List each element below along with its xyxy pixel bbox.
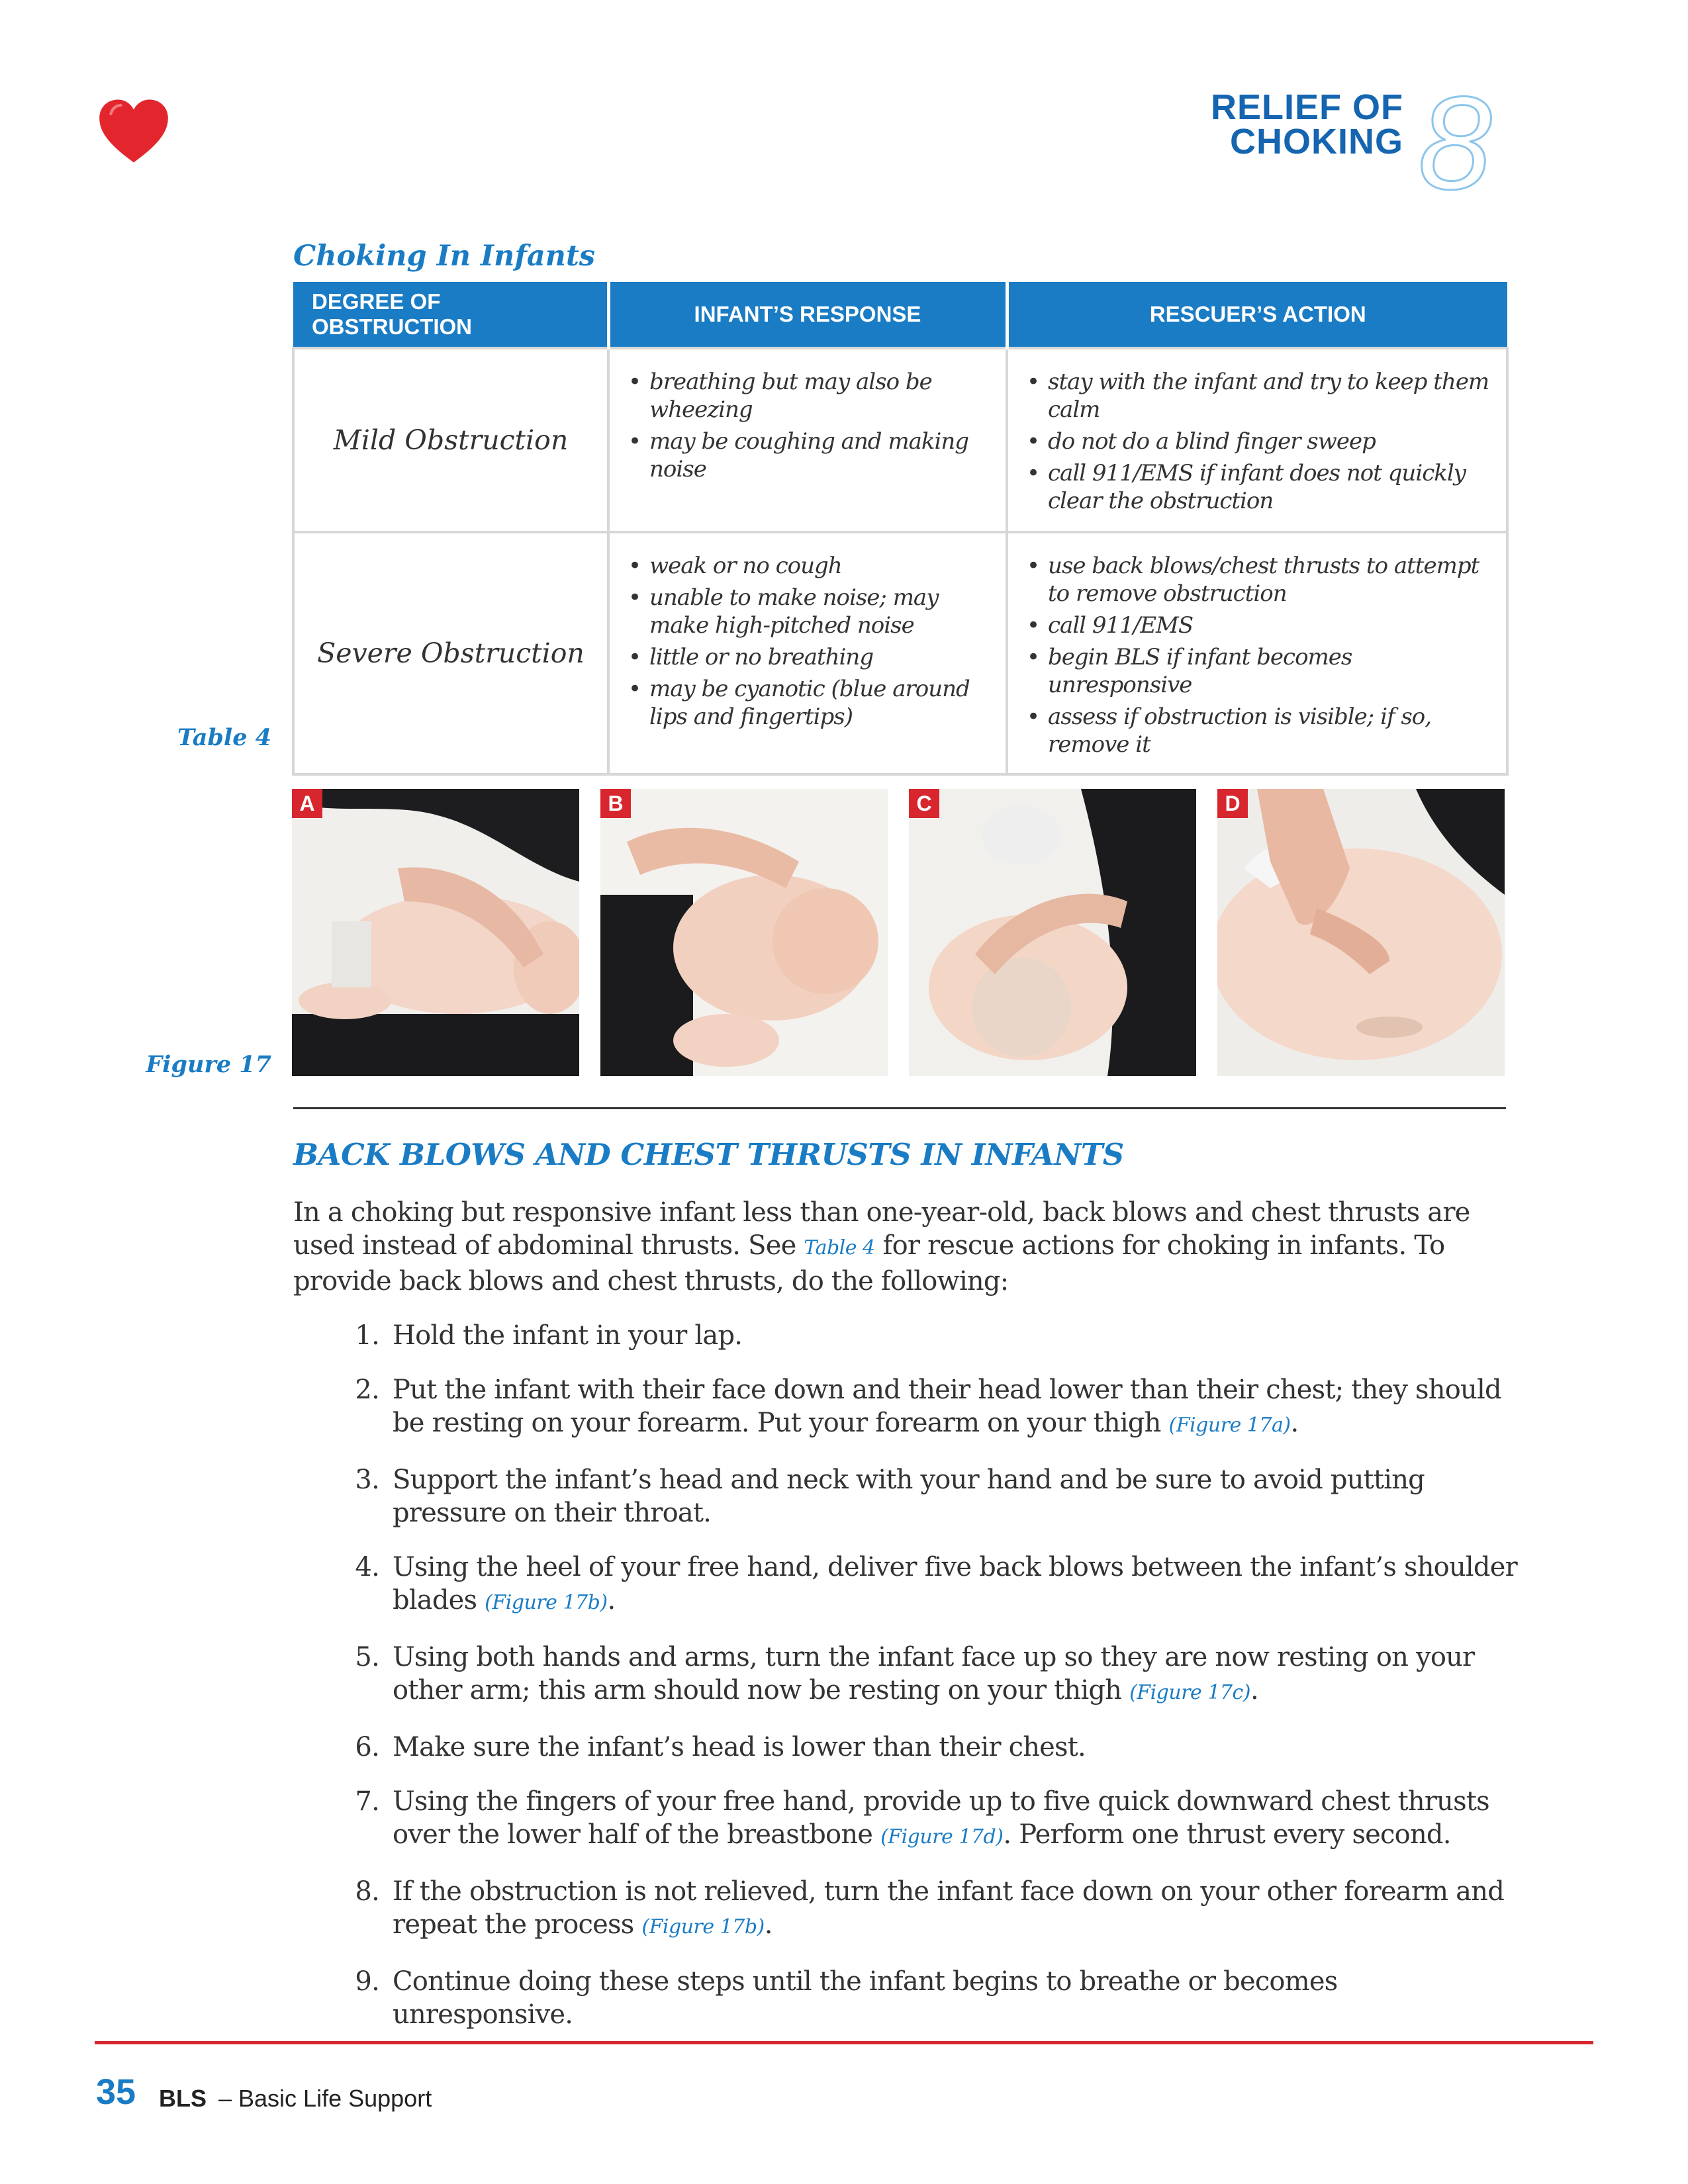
step-text: . Perform one thrust every second. — [1003, 1819, 1451, 1850]
step-number: 8. — [355, 1876, 379, 1907]
step-text: Support the infant’s head and neck with your hand and be sure to avoid putting pressure on their throat. — [393, 1465, 1425, 1528]
table-row-severe — [293, 532, 1507, 774]
section-divider — [293, 1107, 1506, 1109]
figure-panel-label: D — [1217, 789, 1248, 818]
chapter-title-line1: RELIEF OF — [1211, 87, 1403, 127]
step-number: 9. — [355, 1966, 379, 1997]
response-cell — [608, 532, 1007, 774]
step-text: . — [607, 1585, 616, 1615]
turn-infant-illustration — [909, 789, 1196, 1076]
step-item — [293, 1875, 1518, 1944]
step-number: 3. — [355, 1465, 379, 1495]
step-text: . — [764, 1909, 773, 1940]
figure-panel-label: B — [600, 789, 631, 818]
choking-infants-table — [292, 282, 1509, 776]
action-item: • call 911/EMS — [1027, 612, 1497, 639]
step-number: 5. — [355, 1642, 379, 1672]
step-item — [293, 1965, 1518, 2031]
action-item: • call 911/EMS if infant does not quickly clear the obstruction — [1027, 459, 1497, 515]
figure-17d-photo — [1217, 789, 1505, 1076]
header-response: INFANT’S RESPONSE — [608, 282, 1007, 348]
figure-panel-label: A — [292, 789, 322, 818]
step-number: 1. — [355, 1320, 379, 1351]
response-item: • may be cyanotic (blue around lips and fingertips) — [628, 675, 996, 731]
chest-thrusts-illustration — [1217, 789, 1505, 1076]
figure-label: Figure 17 — [146, 1051, 271, 1078]
degree-cell: Mild Obstruction — [293, 348, 608, 532]
action-item: • use back blows/chest thrusts to attempt to remove obstruction — [1027, 552, 1497, 608]
chapter-title — [1211, 87, 1403, 161]
header-action: RESCUER’S ACTION — [1007, 282, 1507, 348]
step-item — [293, 1641, 1518, 1709]
table-header-row — [293, 282, 1507, 348]
step-text: . — [1250, 1675, 1258, 1706]
table-reference-link[interactable]: Table 4 — [804, 1236, 875, 1259]
figure-reference-link[interactable]: (Figure 17b) — [641, 1915, 765, 1938]
step-item — [293, 1319, 1518, 1352]
figure-reference-link[interactable]: (Figure 17a) — [1168, 1414, 1291, 1437]
intro-text: In a choking but responsive infant less than one-year-old, back blows and chest thrusts are used instead of abdominal thrusts. See — [293, 1197, 1470, 1261]
step-number: 4. — [355, 1552, 379, 1582]
step-item — [293, 1731, 1518, 1764]
response-item: • unable to make noise; may make high-pitched noise — [628, 584, 996, 639]
figure-17a-photo — [292, 789, 579, 1076]
step-item — [293, 1463, 1518, 1529]
step-text: Put the infant with their face down and their head lower than their chest; they should be resting on your forearm. Put your forearm on your thigh — [393, 1375, 1501, 1438]
page-number: 35 — [96, 2072, 136, 2112]
step-number: 6. — [355, 1732, 379, 1762]
step-text: Using the fingers of your free hand, provide up to five quick downward chest thrusts over the lower half of the breastbone — [393, 1786, 1489, 1850]
intro-paragraph — [293, 1196, 1518, 1298]
chapter-number — [1402, 76, 1508, 208]
table-label: Table 4 — [177, 724, 271, 751]
step-text: Using both hands and arms, turn the infant face up so they are now resting on your other arm; this arm should now be resting on your thigh — [393, 1642, 1475, 1706]
section-heading: BACK BLOWS AND CHEST THRUSTS IN INFANTS — [293, 1137, 1124, 1172]
figure-reference-link[interactable]: (Figure 17d) — [880, 1825, 1004, 1848]
table-row-mild — [293, 348, 1507, 532]
step-item — [293, 1785, 1518, 1854]
step-text: Make sure the infant’s head is lower than their chest. — [393, 1732, 1086, 1762]
chapter-number-glyph: 8 — [1418, 76, 1492, 208]
step-item — [293, 1551, 1518, 1619]
figure-panel-label: C — [909, 789, 939, 818]
back-blows-illustration — [600, 789, 888, 1076]
steps-list — [293, 1319, 1518, 2052]
back-blow-positioning-illustration — [292, 789, 579, 1076]
step-item — [293, 1373, 1518, 1442]
response-cell — [608, 348, 1007, 532]
response-item: • may be coughing and making noise — [628, 428, 996, 483]
response-item: • weak or no cough — [628, 552, 996, 580]
step-number: 2. — [355, 1375, 379, 1405]
action-item: • do not do a blind finger sweep — [1027, 428, 1497, 455]
action-cell — [1007, 348, 1507, 532]
step-text: Continue doing these steps until the infant begins to breathe or becomes unresponsive. — [393, 1966, 1338, 2030]
footer-book-abbrev: BLS — [159, 2085, 207, 2112]
step-text: If the obstruction is not relieved, turn the infant face down on your other forearm and repeat the process — [393, 1876, 1504, 1940]
response-item: • breathing but may also be wheezing — [628, 368, 996, 424]
step-text: . — [1290, 1408, 1299, 1438]
chapter-title-line2: CHOKING — [1230, 122, 1403, 161]
step-text: Hold the infant in your lap. — [393, 1320, 743, 1351]
step-text: Using the heel of your free hand, deliver five back blows between the infant’s shoulder blades — [393, 1552, 1517, 1615]
table-title: Choking In Infants — [293, 240, 596, 273]
figure-reference-link[interactable]: (Figure 17b) — [485, 1591, 608, 1614]
degree-cell: Severe Obstruction — [293, 532, 608, 774]
header-degree: DEGREE OF OBSTRUCTION — [293, 282, 608, 348]
action-item: • stay with the infant and try to keep them calm — [1027, 368, 1497, 424]
footer-divider — [95, 2041, 1593, 2044]
footer-book-title: – Basic Life Support — [218, 2085, 432, 2112]
response-item: • little or no breathing — [628, 643, 996, 671]
heart-logo-icon — [98, 98, 169, 164]
intro-text: for rescue actions for choking in infants. To provide back blows and chest thrusts, do the following: — [293, 1230, 1445, 1297]
figure-17b-photo — [600, 789, 888, 1076]
step-number: 7. — [355, 1786, 379, 1817]
figure-reference-link[interactable]: (Figure 17c) — [1129, 1681, 1251, 1704]
action-cell — [1007, 532, 1507, 774]
action-item: • assess if obstruction is visible; if so, remove it — [1027, 703, 1497, 758]
figure-17c-photo — [909, 789, 1196, 1076]
action-item: • begin BLS if infant becomes unresponsive — [1027, 643, 1497, 699]
